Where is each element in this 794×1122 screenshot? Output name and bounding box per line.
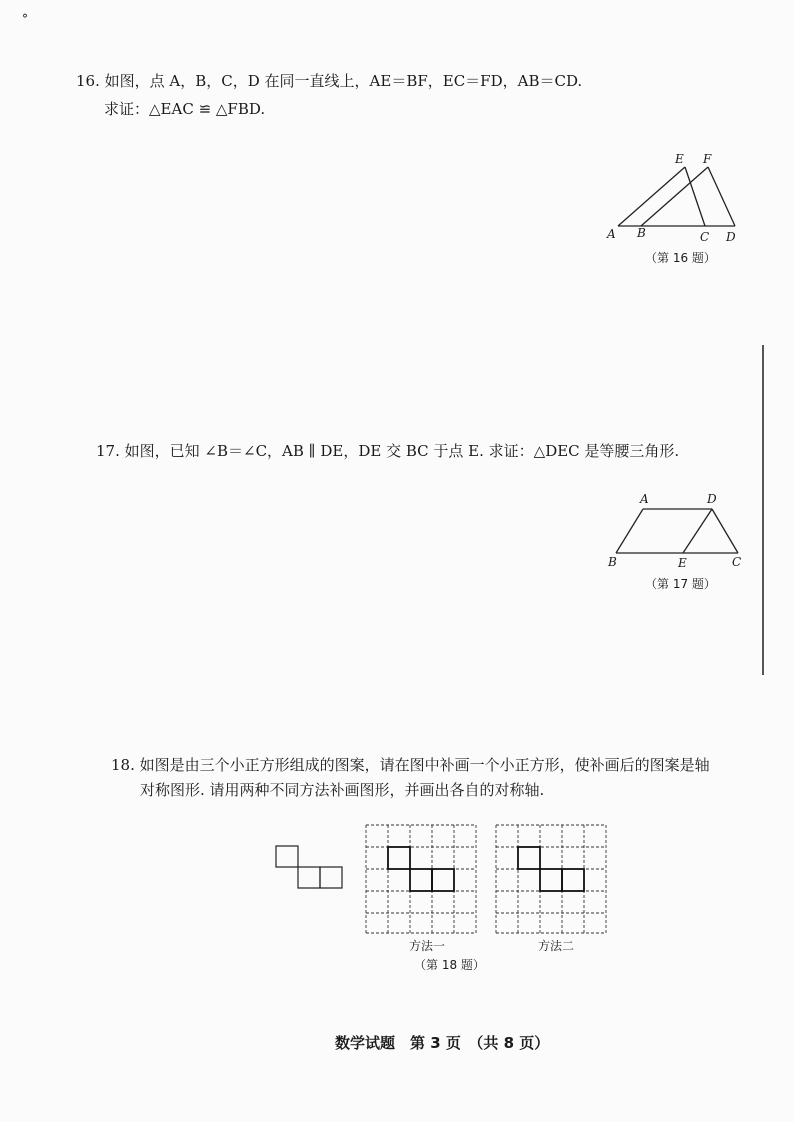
question-text: 如图，点 A，B，C，D 在同一直线上，AE＝BF，EC＝FD，AB＝CD. (104, 72, 583, 90)
grid-square (562, 869, 584, 891)
question-number: 17. (96, 442, 120, 460)
label-method-1: 方法一 (409, 939, 446, 953)
label-method-2: 方法二 (538, 939, 575, 953)
label-a: A (640, 492, 649, 506)
label-b: B (637, 226, 646, 240)
grid-square (540, 869, 562, 891)
label-c: C (700, 230, 710, 244)
label-d: D (726, 230, 736, 244)
label-c: C (732, 555, 742, 569)
question-text: 如图是由三个小正方形组成的图案，请在图中补画一个小正方形，使补画后的图案是轴 (139, 756, 710, 774)
question-number: 16. (76, 72, 100, 90)
question-16-prove: 求证：△EAC ≌ △FBD. (104, 100, 266, 118)
label-a: A (607, 227, 616, 241)
page-footer: 数学试题 第 3 页 （共 8 页） (335, 1034, 550, 1052)
page-mark: ° (22, 12, 28, 26)
grid-square (518, 847, 540, 869)
caption-17: （第 17 题） (645, 577, 716, 591)
question-18-line2: 对称图形. 请用两种不同方法补画图形，并画出各自的对称轴. (140, 781, 545, 799)
label-e: E (678, 556, 687, 570)
caption-18: （第 18 题） (414, 958, 485, 972)
question-number: 18. (111, 756, 135, 774)
question-text: 如图，已知 ∠B＝∠C，AB ∥ DE，DE 交 BC 于点 E. 求证：△DEC 是等腰三角形. (124, 442, 680, 460)
label-d: D (707, 492, 717, 506)
label-f: F (703, 152, 712, 166)
label-e: E (675, 152, 684, 166)
label-b: B (608, 555, 617, 569)
caption-16: （第 16 题） (645, 251, 716, 265)
